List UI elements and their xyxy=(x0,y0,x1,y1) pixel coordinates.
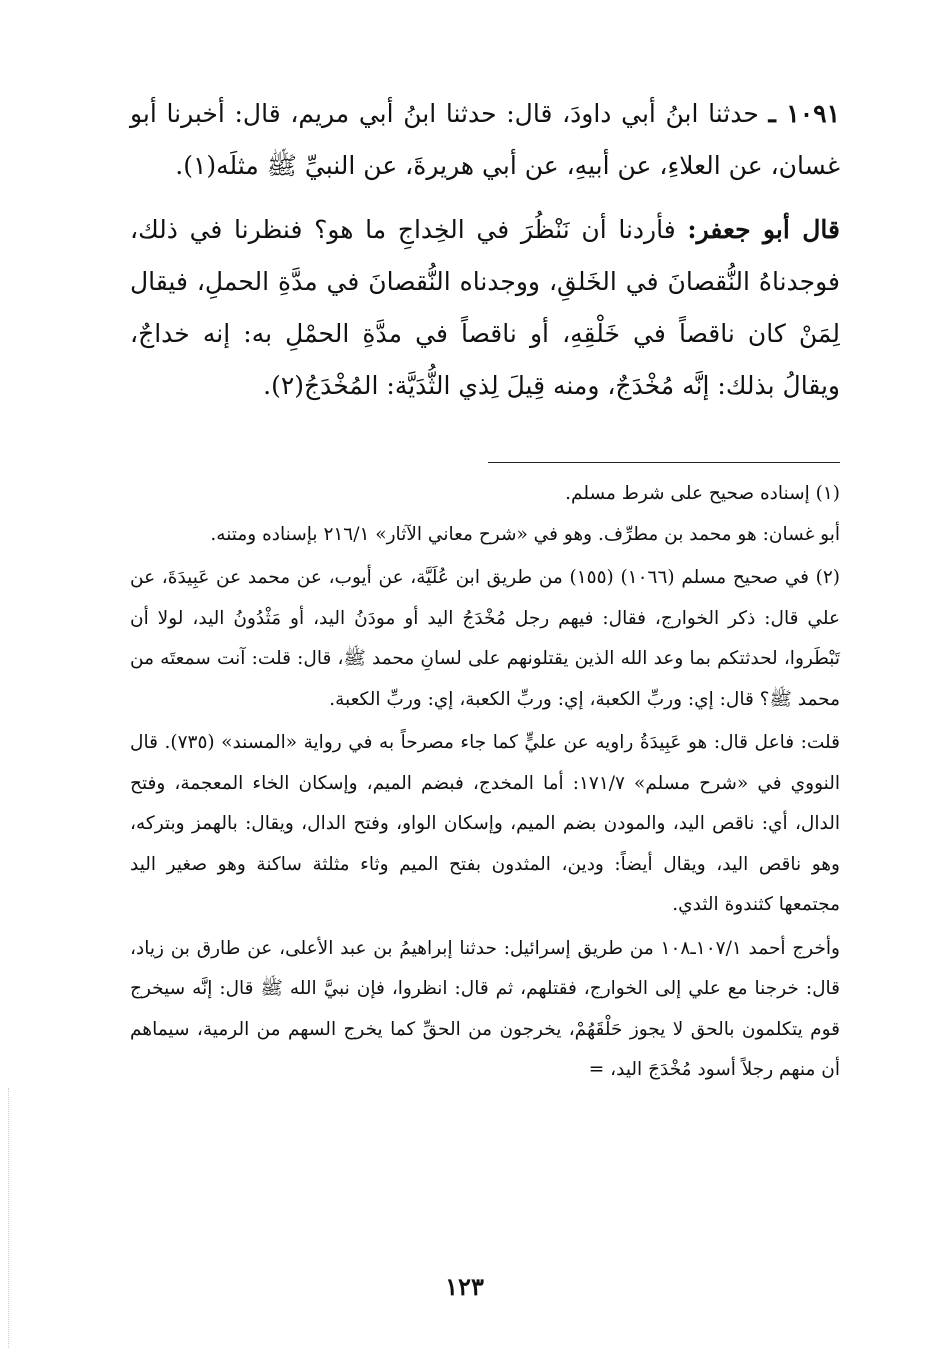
hadith-text: حدثنا ابنُ أبي داودَ، قال: حدثنا ابنُ أبي مريم، قال: أخبرنا أبو غسان، عن العلاءِ، عن أبيهِ، عن أبي هريرةَ، عن النبيِّ ﷺ مثلَه(١). xyxy=(130,99,840,180)
page-number: ١٢٣ xyxy=(445,1272,484,1301)
footnote-1-line-2: أبو غسان: هو محمد بن مطرِّف. وهو في «شرح معاني الآثار» ٢١٦/١ بإسناده ومتنه. xyxy=(210,523,840,545)
footnote-separator xyxy=(488,462,840,463)
main-text xyxy=(130,88,840,412)
footnote-2-paragraph-1: (٢) في صحيح مسلم (١٠٦٦) (١٥٥) من طريق ابن عُلَيَّة، عن أيوب، عن محمد عن عَبِيدَةَ، عن علي قال: ذكر الخوارج، فقال: فيهم رجل مُخْدَجُ اليد أو مودَنُ اليد، أو مَثْدُونُ اليد، لولا أن تَبْطَروا، لحدثتكم بما وعد الله الذين يقتلونهم على لسانِ محمد ﷺ، قال: قلت: آنت سمعتَه من محمد ﷺ؟ قال: إي: وربِّ الكعبة، إي: وربِّ الكعبة، إي: وربِّ الكعبة. xyxy=(130,567,841,710)
scan-edge xyxy=(8,1088,12,1348)
footnote-2-paragraph-2: قلت: فاعل قال: هو عَبِيدَةُ راويه عن عليٍّ كما جاء مصرحاً به في رواية «المسند» (٧٣٥). قال النووي في «شرح مسلم» ١٧١/٧: أما المخدج، فبضم الميم، وإسكان الخاء المعجمة، وفتح الدال، أي: ناقص اليد، والمودن بضم الميم، وإسكان الواو، وفتح الدال، ويقال: بالهمز وبتركه، وهو ناقص اليد، ويقال أيضاً: ودين، المثدون بفتح الميم وثاء مثلثة ساكنة وهو صغير اليد مجتمعها كثندوة الثدي. xyxy=(130,732,840,915)
hadith-paragraph xyxy=(130,88,840,192)
footnote-1-line-1: (١) إسناده صحيح على شرط مسلم. xyxy=(565,483,840,504)
hadith-number: ١٠٩١ ـ xyxy=(768,99,840,128)
commentary-text: فأردنا أن نَنْظُرَ في الخِداجِ ما هو؟ فنظرنا في ذلك، فوجدناهُ النُّقصانَ في الخَلقِ، ووجدناه النُّقصانَ في مدَّةِ الحملِ، فيقال لِمَنْ كان ناقصاً في خَلْقِهِ، أو ناقصاً في مدَّةِ الحمْلِ به: إنه خداجٌ، ويقالُ بذلك: إنَّه مُخْدَجٌ، ومنه قِيلَ لِذي الثُّدَيَّة: المُخْدَجُ(٢). xyxy=(130,215,840,400)
footnotes xyxy=(130,474,840,1091)
commentary-lead: قال أبو جعفر: xyxy=(687,215,840,244)
footnote-2-paragraph-3: وأخرج أحمد ١٠٧/١ـ١٠٨ من طريق إسرائيل: حدثنا إبراهيمُ بن عبد الأعلى، عن طارق بن زياد، قال: خرجنا مع علي إلى الخوارج، فقتلهم، ثم قال: انظروا، فإن نبيَّ الله ﷺ قال: إنَّه سيخرج قوم يتكلمون بالحق لا يجوز حَلْقَهُمْ، يخرجون من الحقِّ كما يخرج السهم من الرمية، سيماهم أن منهم رجلاً أسود مُخْدَجَ اليد، = xyxy=(130,937,840,1080)
commentary-paragraph xyxy=(130,204,840,412)
